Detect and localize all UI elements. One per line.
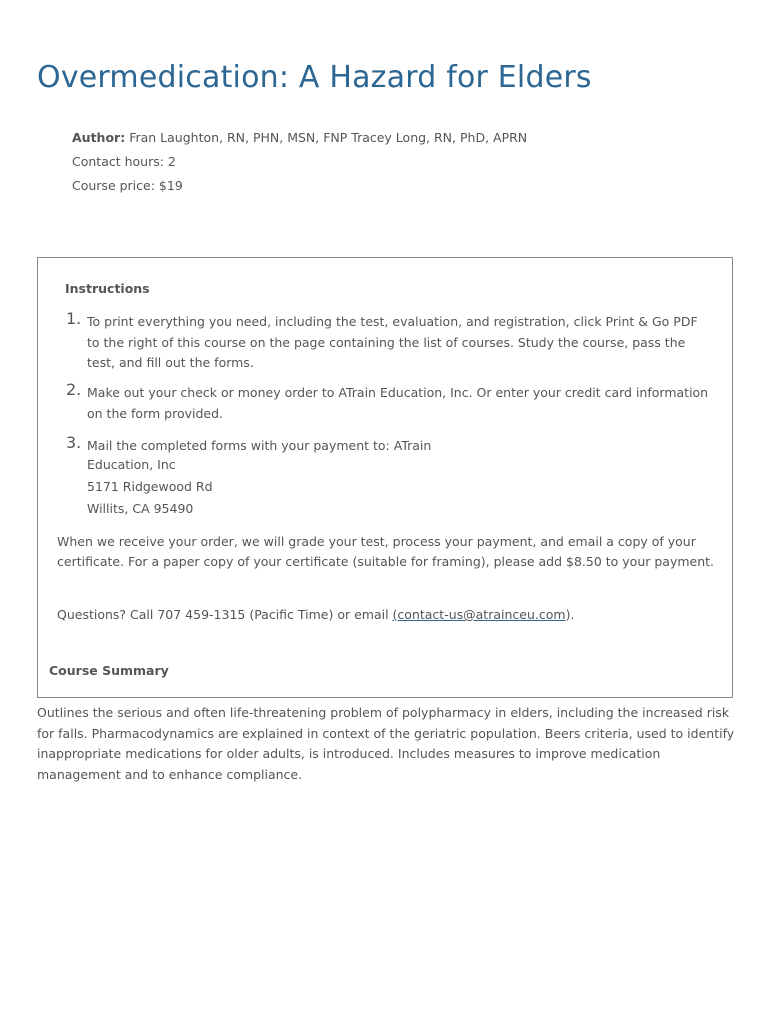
address-line-3: Willits, CA 95490 — [87, 501, 194, 516]
step-number: 3. — [66, 433, 82, 452]
questions-line — [57, 605, 717, 625]
author-line — [72, 130, 527, 145]
order-note: When we receive your order, we will grade your test, process your payment, and email a copy of your certificate. For a paper copy of your certificate (suitable for framing), please add $8.50 to your payment. — [57, 534, 715, 569]
course-summary-text: Outlines the serious and often life-threatening problem of polypharmacy in elders, including the increased risk for falls. Pharmacodynamics are explained in context of the geriatric population. Beers criteria, used to identify inappropriate medications for older adults, is introduced. Includes measures to improve medication management and to enhance compliance. — [37, 705, 735, 782]
instructions-heading: Instructions — [65, 281, 150, 296]
address-line-2: 5171 Ridgewood Rd — [87, 479, 213, 494]
course-price: Course price: $19 — [72, 178, 183, 193]
questions-suffix: ). — [565, 607, 575, 622]
contact-email-link[interactable]: (contact-us@atrainceu.com — [392, 607, 566, 622]
address-line-1: Education, Inc — [87, 457, 176, 472]
step-number: 2. — [66, 380, 82, 399]
author-value: Fran Laughton, RN, PHN, MSN, FNP Tracey Long, RN, PhD, APRN — [129, 130, 528, 145]
step-number: 1. — [66, 309, 82, 328]
course-summary-heading: Course Summary — [49, 663, 169, 678]
step-text: Make out your check or money order to ATrain Education, Inc. Or enter your credit card information on the form provided. — [87, 385, 709, 421]
questions-prefix: Questions? Call 707 459-1315 (Pacific Time) or email — [57, 607, 393, 622]
page-title: Overmedication: A Hazard for Elders — [37, 60, 592, 95]
step-text: Mail the completed forms with your payment to: ATrain — [87, 438, 432, 453]
step-text: To print everything you need, including the test, evaluation, and registration, click Print & Go PDF to the right of this course on the page containing the list of courses. Study the course, pass the test, and fill out the forms. — [87, 314, 698, 370]
contact-hours: Contact hours: 2 — [72, 154, 176, 169]
author-label: Author: — [72, 130, 126, 145]
